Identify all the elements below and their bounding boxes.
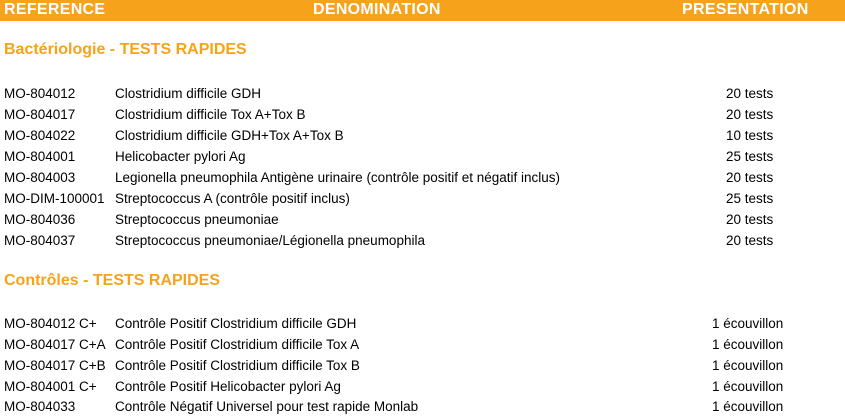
row-presentation: 20 tests (726, 212, 774, 227)
row-denomination: Contrôle Positif Helicobacter pylori Ag (115, 379, 341, 394)
row-reference: MO-804017 (4, 107, 76, 122)
row-presentation: 20 tests (726, 86, 774, 101)
row-denomination: Contrôle Positif Clostridium difficile GDH (115, 316, 357, 331)
table-row (0, 379, 845, 400)
table-row (0, 316, 845, 337)
table-row (0, 128, 845, 149)
row-reference: MO-DIM-100001 (4, 191, 105, 206)
section-title-controles: Contrôles - TESTS RAPIDES (4, 272, 221, 289)
row-reference: MO-804037 (4, 233, 76, 248)
row-denomination: Contrôle Positif Clostridium difficile Tox A (115, 337, 360, 352)
row-presentation: 25 tests (726, 191, 774, 206)
row-reference: MO-804001 (4, 149, 76, 164)
row-presentation: 25 tests (726, 149, 774, 164)
table-row (0, 358, 845, 379)
row-denomination: Legionella pneumophila Antigène urinaire (contrôle positif et négatif inclus) (115, 170, 561, 185)
row-reference: MO-804012 (4, 86, 76, 101)
row-denomination: Contrôle Positif Clostridium difficile Tox B (115, 358, 360, 373)
row-presentation: 1 écouvillon (712, 379, 784, 394)
row-reference: MO-804003 (4, 170, 76, 185)
row-presentation: 10 tests (726, 128, 774, 143)
table-row (0, 149, 845, 170)
table-row (0, 86, 845, 107)
row-presentation: 20 tests (726, 107, 774, 122)
row-denomination: Helicobacter pylori Ag (115, 149, 246, 164)
table-row (0, 191, 845, 212)
row-denomination: Clostridium difficile GDH (115, 86, 262, 101)
header-denomination: DENOMINATION (313, 1, 441, 18)
row-denomination: Streptococcus A (contrôle positif inclus) (115, 191, 350, 206)
row-reference: MO-804017 C+B (4, 358, 106, 373)
table-row (0, 233, 845, 254)
row-denomination: Streptococcus pneumoniae (115, 212, 279, 227)
header-presentation: PRESENTATION (682, 1, 809, 18)
row-presentation: 1 écouvillon (712, 316, 784, 331)
row-denomination: Contrôle Négatif Universel pour test rapide Monlab (115, 399, 419, 414)
table-header (0, 0, 845, 21)
row-denomination: Streptococcus pneumoniae/Légionella pneumophila (115, 233, 425, 248)
row-denomination: Clostridium difficile Tox A+Tox B (115, 107, 306, 122)
row-reference: MO-804012 C+ (4, 316, 97, 331)
row-reference: MO-804001 C+ (4, 379, 97, 394)
row-presentation: 1 écouvillon (712, 399, 784, 414)
row-reference: MO-804022 (4, 128, 76, 143)
row-reference: MO-804036 (4, 212, 76, 227)
table-row (0, 399, 845, 420)
row-presentation: 20 tests (726, 233, 774, 248)
row-reference: MO-804017 C+A (4, 337, 106, 352)
row-presentation: 20 tests (726, 170, 774, 185)
table-row (0, 107, 845, 128)
row-presentation: 1 écouvillon (712, 337, 784, 352)
table-row (0, 337, 845, 358)
row-presentation: 1 écouvillon (712, 358, 784, 373)
table-row (0, 212, 845, 233)
row-denomination: Clostridium difficile GDH+Tox A+Tox B (115, 128, 344, 143)
row-reference: MO-804033 (4, 399, 76, 414)
section-title-bacteriologie: Bactériologie - TESTS RAPIDES (4, 41, 247, 58)
table-row (0, 170, 845, 191)
header-reference: REFERENCE (4, 1, 106, 18)
